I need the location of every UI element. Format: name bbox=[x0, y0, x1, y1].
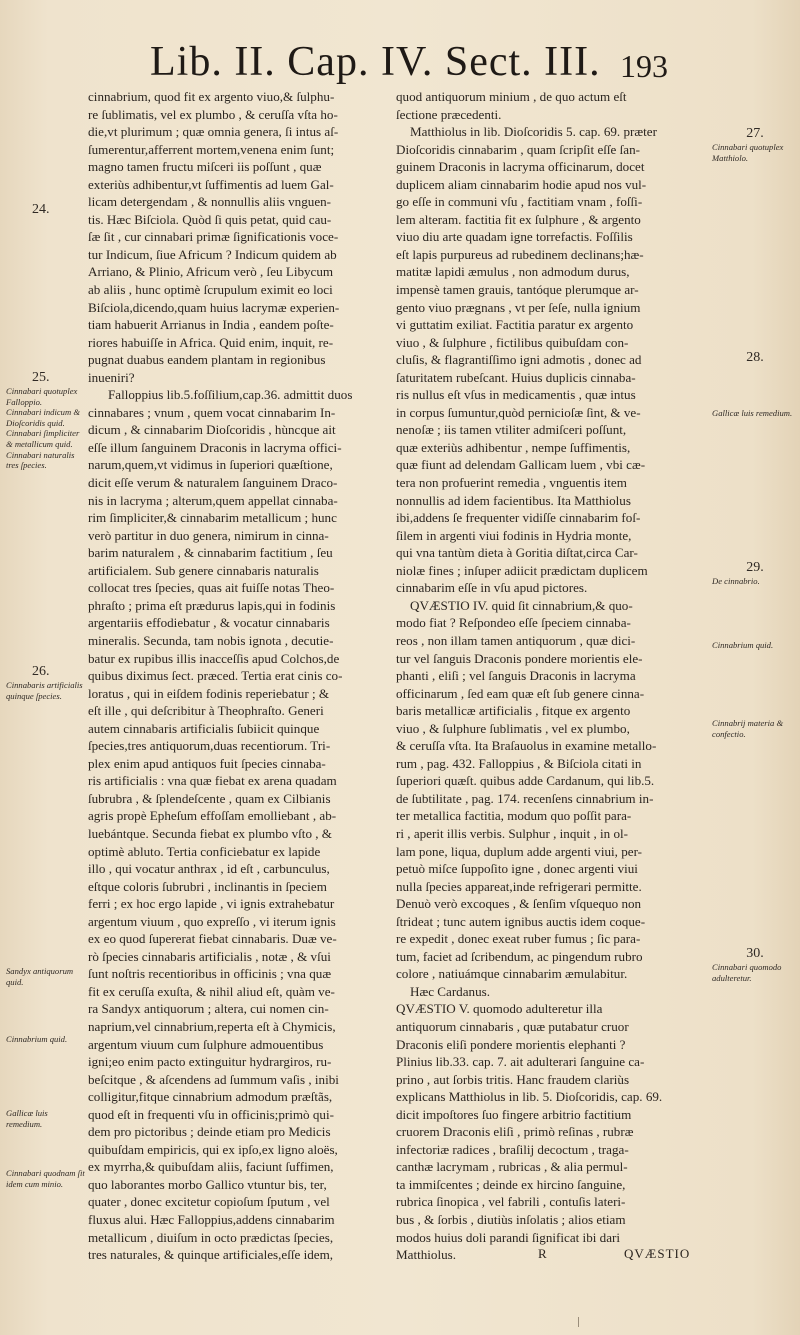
text-line: rò ſpecies cinnabaris artificialis , notæ , & vſui bbox=[88, 948, 331, 964]
margin-note: Cinnabari quotuplex Matthiolo. bbox=[712, 142, 784, 163]
text-line: eſt lapis purpureus ad rubedinem declinans;hæ- bbox=[396, 246, 644, 262]
text-line: eſt ille , qui deſcribitur à Theophraſto. Generi bbox=[88, 703, 324, 719]
note-number-26: 26. bbox=[32, 664, 50, 679]
text-line: quæ fiunt ad delendam Gallicam luem , vbi cæ- bbox=[396, 457, 646, 473]
text-line: eſtque coloris ſubrubri , inclinantis in ſpeciem bbox=[88, 878, 327, 894]
text-line: re ſublimatis, vel ex plumbo , & ceruſſa vſta ho- bbox=[88, 106, 338, 122]
text-line: metallicum , diuiſum in octo prædictas ſpecies, bbox=[88, 1229, 334, 1245]
text-line: autem cinnabaris artificialis ſubiicit quinque bbox=[88, 720, 320, 736]
text-line: petuò miſce ſuppoſito igne , donec argenti viui bbox=[396, 861, 638, 877]
signature-mark: R bbox=[538, 1246, 547, 1261]
text-line: Plinius lib.33. cap. 7. ait adulterari ſanguine ca- bbox=[396, 1054, 645, 1070]
text-line: tres naturales, & quinque artificiales,eſſe idem, bbox=[88, 1247, 334, 1263]
text-line: infectoriæ radices , braſilij decoctum , traga- bbox=[396, 1141, 629, 1157]
text-line: Biſciola,dicendo,quam huius lacrymæ experien- bbox=[88, 299, 340, 315]
text-line: modos huius doli parandi ſignificat ibi dari bbox=[396, 1229, 621, 1245]
text-line: ab aliis , hunc optimè ſcrupulum eximit eo loci bbox=[88, 282, 333, 298]
text-line: niolæ fines ; inſuper adiicit prædictam duplicem bbox=[396, 562, 648, 578]
text-line: naprium,vel cinnabrium,reperta eſt à Chymicis, bbox=[88, 1018, 336, 1034]
text-line: ibi,addens ſe frequenter vidiſſe cinnabarim foſ- bbox=[396, 510, 641, 526]
text-line: in corpus ſumuntur,quòd pernicioſæ ſint, & ve- bbox=[396, 404, 641, 420]
text-line: tur vel ſanguis Draconis pondere morientis ele- bbox=[396, 650, 643, 666]
text-line: Arriano, & Plinio, Africum verò , ſeu Libycum bbox=[88, 264, 334, 280]
text-line: ex myrrha,& quibuſdam aliis, faciunt ſuffimen, bbox=[88, 1159, 334, 1175]
text-line: reos , non illam tamen antiquorum , quæ dici- bbox=[396, 632, 636, 648]
text-line: fluxus alui. Hæc Falloppius,addens cinnabarim bbox=[88, 1212, 335, 1227]
text-line: ta immiſcentes ; deinde ex hircino ſanguine, bbox=[396, 1176, 626, 1192]
margin-note-group-26 bbox=[6, 664, 86, 701]
text-line: eſſe illum ſanguinem Draconis in lacryma offici- bbox=[88, 439, 342, 455]
text-line: Matthiolus. bbox=[396, 1247, 457, 1263]
text-line: modo fiat ? Reſpondeo eſſe ſpeciem cinnaba- bbox=[396, 615, 631, 631]
text-line: nis in lacryma ; alterum,quem appellat cinnaba- bbox=[88, 492, 338, 508]
note-number-30: 30. bbox=[746, 946, 764, 961]
text-line: narum,quem,vt vidimus in ſuperiori quæſtione, bbox=[88, 457, 333, 473]
text-line: illo , qui vocatur anthrax , id eſt , carbunculus, bbox=[88, 861, 330, 877]
margin-note: Gallicæ luis remedium. bbox=[712, 408, 793, 418]
text-line: ra Sandyx antiquorum ; altera, cui nomen cin- bbox=[88, 1001, 329, 1017]
text-line: artificialem. Sub genere cinnabaris naturalis bbox=[88, 562, 319, 578]
text-line: phraſto ; prima eſt prædurus lapis,qui in fodinis bbox=[88, 597, 336, 613]
margin-note-group-27 bbox=[712, 126, 798, 163]
text-line: tiam habuerit Arrianus in India , eandem poſte- bbox=[88, 317, 334, 333]
text-line: ter metallica factitia, modum quo poſſit para- bbox=[396, 808, 632, 824]
text-line: ſubrubra , & ſplendeſcente , quam ex Cilbianis bbox=[88, 790, 331, 806]
margin-note-group-28 bbox=[712, 350, 798, 366]
text-line: ris artificialis : vna quæ fiebat ex arena quadam bbox=[88, 773, 337, 789]
running-header: Lib. II. Cap. IV. Sect. III. bbox=[150, 39, 601, 85]
margin-note-group-30 bbox=[712, 946, 798, 983]
text-line: lem alteram. factitia fit ex ſulphure , & argento bbox=[396, 211, 641, 227]
text-line: ri , aperit illis verbis. Sulphur , inquit , in ol- bbox=[396, 825, 629, 841]
text-line: gento viuo prægnans , vt per ſeſe, nulla ignium bbox=[396, 299, 641, 315]
margin-note: Cinnabari quotuplex Falloppio. bbox=[6, 386, 78, 407]
text-line: de ſubtilitate , pag. 174. recenſens cinnabrium in- bbox=[396, 790, 654, 806]
text-line: igni;eo enim pacto extinguitur hydrargiros, ru- bbox=[88, 1054, 332, 1070]
text-line: duplicem aliam cinnabarim hodie apud nos vul- bbox=[396, 176, 647, 192]
text-line: quo laborantes morbo Gallico vtuntur bis, ter, bbox=[88, 1176, 327, 1192]
text-line: viuo diu arte quadam igne torrefactis. Foſſilis bbox=[396, 229, 633, 245]
margin-note-group-25 bbox=[6, 370, 86, 471]
margin-note: Cinnabari naturalis tres ſpecies. bbox=[6, 449, 75, 471]
text-line: batur ex rupibus illis inacceſſis apud Colchos,de bbox=[88, 650, 340, 666]
text-line: cluſis, & flagrantiſſimo igni admotis , donec ad bbox=[396, 352, 642, 368]
text-line: beſcitque , & aſcendens ad ſummum vaſis , inibi bbox=[88, 1071, 339, 1087]
text-line: dem pro pictoribus ; deinde etiam pro Medicis bbox=[88, 1124, 331, 1140]
text-line: colligitur,fitque cinnabrium admodum præſtãs, bbox=[88, 1089, 333, 1105]
text-line: loratus , qui in eiſdem fodinis reperiebatur ; & bbox=[88, 685, 330, 701]
text-line: tis. Hæc Biſciola. Quòd ſi quis petat, quid cau- bbox=[88, 211, 332, 227]
text-line: Matthiolus in lib. Dioſcoridis 5. cap. 69. præter bbox=[410, 124, 657, 140]
text-line: go eſſe in communi vſu , factitiam vnam , foſſi- bbox=[396, 194, 643, 210]
text-line: ris nullus eſt vſus in medicamentis , quæ intus bbox=[396, 387, 636, 403]
text-line: QVÆSTIO V. quomodo adulteretur illa bbox=[396, 1001, 603, 1017]
text-line: canthæ lacrymam , rubricas , & alia permul- bbox=[396, 1159, 628, 1175]
text-line: Hæc Cardanus. bbox=[410, 983, 491, 999]
text-line: bus , & ſorbis , diutiùs inſolatis ; alios etiam bbox=[396, 1212, 626, 1227]
text-line: officinarum , ſed eam quæ eſt ſub genere cinna- bbox=[396, 685, 645, 701]
catchword: QVÆSTIO bbox=[624, 1246, 691, 1261]
text-line: fit ex ceruſſa exuſta, & nihil aliud eſt, quàm ve- bbox=[88, 983, 335, 999]
text-line: ſuperiori quæſt. quibus adde Cardanum, qui lib.5. bbox=[396, 773, 655, 789]
text-line: re expedit , donec exeat ruber fumus ; ſic para- bbox=[396, 931, 641, 947]
text-line: magno tamen fructu miſceri iis poſſunt , quæ bbox=[88, 159, 322, 175]
text-line: argentum viuum cum ſulphure admouentibus bbox=[88, 1036, 324, 1052]
text-line: colore , natiuámque cinnabarim æmulabitur. bbox=[396, 966, 628, 982]
text-line: antiquorum cinnabaris , quæ putabatur cruor bbox=[396, 1018, 629, 1034]
page-tick bbox=[578, 1317, 583, 1327]
text-line: exteriùs adhibentur,vt ſuffimentis ad luem Gal- bbox=[88, 176, 334, 192]
text-line: ex eo quod ſupererat fiebat cinnabaris. Duæ ve- bbox=[88, 931, 337, 947]
note-number-29: 29. bbox=[746, 560, 764, 575]
text-line: dicit eſſe verum & naturalem ſanguinem Draco- bbox=[88, 475, 338, 491]
text-line: rubrica ſinopica , vel fabrili , contuſis lateri- bbox=[396, 1194, 626, 1210]
text-line: Denuò verò excoques , & ſenſim vſquequo non bbox=[396, 896, 642, 912]
text-line: agris propè Epheſum effoſſam emolliebant , ab- bbox=[88, 808, 337, 824]
text-line: quod antiquorum minium , de quo actum eſt bbox=[396, 89, 627, 104]
text-line: quæ exteriùs adhibentur , nempe ſuffimentis, bbox=[396, 439, 631, 455]
text-line: ſpecies,tres antiquorum,duas recentiorum. Tri- bbox=[88, 738, 331, 754]
text-line: QVÆSTIO IV. quid ſit cinnabrium,& quo- bbox=[410, 597, 633, 613]
text-line: & ceruſſa vſta. Ita Braſauolus in examine metallo- bbox=[396, 738, 657, 754]
text-line: guinem Draconis in lacryma officinarum, docet bbox=[396, 159, 645, 175]
text-line: viuo , & ſulphure , fictilibus quibuſdam con- bbox=[396, 334, 629, 350]
text-line: nonnullis ad idem facientibus. Ita Matthiolus bbox=[396, 492, 631, 508]
margin-note: Cinnabrium quid. bbox=[712, 640, 774, 650]
text-line: cinnabarim eſſe in vſu apud pictores. bbox=[396, 580, 588, 596]
text-line: quod eſt in frequenti vſu in officinis;primò qui- bbox=[88, 1106, 334, 1122]
text-line: Dioſcoridis cinnabarim , quam ſcripſit eſſe ſan- bbox=[396, 141, 640, 157]
text-line: phanti , eliſi ; vel ſanguis Draconis in lacryma bbox=[396, 668, 636, 684]
margin-note-group-29 bbox=[712, 560, 798, 587]
margin-note: Sandyx antiquorum quid. bbox=[6, 966, 74, 987]
text-line: quibus diximus ſect. præced. Tertia erat cinis co- bbox=[88, 668, 343, 684]
text-line: impensè tamen grauis, tantóque plerumque ar- bbox=[396, 282, 639, 298]
text-line: qui vna tantùm dieta à Goritia diſtat,circa Car- bbox=[396, 545, 638, 561]
text-line: cinnabrium, quod fit ex argento viuo,& ſulphu- bbox=[88, 89, 335, 104]
right-text-column bbox=[396, 88, 702, 1264]
text-line: tur Indicum, ſiue Africum ? Indicum quidem ab bbox=[88, 246, 337, 262]
margin-note: Cinnabaris artificialis quinque ſpecies. bbox=[6, 680, 83, 701]
text-line: quibuſdam empiricis, qui ex ipſo,ex ligno aloës, bbox=[88, 1141, 338, 1157]
margin-note: Cinnabari quomodo adulteretur. bbox=[712, 962, 782, 983]
margin-note-number bbox=[6, 202, 86, 218]
margin-note: Cinnabari ſimpliciter & metallicum quid. bbox=[6, 428, 80, 449]
margin-note: Cinnabari quodnam ſit idem cum minio. bbox=[6, 1168, 85, 1189]
text-line: ſaturitatem rubeſcant. Huius duplicis cinnaba- bbox=[396, 369, 636, 385]
text-line: Draconis eliſi pondere morientis elephanti ? bbox=[396, 1036, 626, 1052]
text-line: rum , pag. 432. Falloppius , & Biſciola citati in bbox=[396, 755, 642, 771]
margin-note: Gallicæ luis remedium. bbox=[6, 1108, 48, 1129]
text-line: collocat tres ſpecies, quas ait fuiſſe notas Theo- bbox=[88, 580, 335, 596]
text-line: matitæ lapidi æmulus , non admodum durus, bbox=[396, 264, 630, 280]
text-line: verò partitur in duo genera, nimirum in cinna- bbox=[88, 527, 329, 543]
text-line: nenoſæ ; iis tamen vtiliter admiſceri poſſunt, bbox=[396, 422, 627, 438]
text-line: riores habuiſſe in Africa. Quid enim, inquit, re- bbox=[88, 334, 334, 350]
page-number: 193 bbox=[620, 48, 668, 84]
text-line: ſtrideat ; tunc autem ignibus auctis idem coque- bbox=[396, 913, 646, 929]
text-line: pugnat duabus eandem plantam in regionibus bbox=[88, 352, 326, 368]
text-line: lam pone, liqua, duplum adde argenti viui, per- bbox=[396, 843, 643, 859]
margin-note: De cinnabrio. bbox=[712, 576, 760, 586]
text-line: barim naturalem , & cinnabarim factitium , ſeu bbox=[88, 545, 333, 561]
note-number-25: 25. bbox=[32, 370, 50, 385]
text-line: ſectione præcedenti. bbox=[396, 106, 502, 122]
text-line: quater , donec excitetur copioſum ſputum , vel bbox=[88, 1194, 330, 1210]
text-line: tera non profuerint remedia , vnguentis item bbox=[396, 475, 627, 491]
text-line: viuo , & ſulphure ſublimatis , vel ex plumbo, bbox=[396, 720, 630, 736]
text-line: argentum viuum , quo expreſſo , vi iterum ignis bbox=[88, 913, 336, 929]
text-line: explicans Matthiolus in lib. 5. Dioſcoridis, cap. 69. bbox=[396, 1089, 663, 1105]
margin-note: Cinnabrij materia & confectio. bbox=[712, 718, 784, 739]
text-line: die,vt plurimum ; quæ omnia genera, ſi intus aſ- bbox=[88, 124, 339, 140]
note-number-28: 28. bbox=[746, 350, 764, 365]
text-line: ferri ; ex hoc ergo lapide , vi ignis extrahebatur bbox=[88, 896, 335, 912]
text-line: ſumerentur,afferrent mortem,venena enim ſunt; bbox=[88, 141, 335, 157]
text-line: ſunt noſtris recentioribus in officinis ; vna quæ bbox=[88, 966, 332, 982]
text-line: cinnabares ; vnum , quem vocat cinnabarim In- bbox=[88, 404, 336, 420]
margin-note: Cinnabari indicum & Dioſcoridis quid. bbox=[6, 407, 81, 428]
text-line: Falloppius lib.5.foſſilium,cap.36. admittit duos bbox=[108, 387, 353, 403]
text-line: ſæ ſit , cur cinnabari primæ ſignificationis voce- bbox=[88, 229, 339, 245]
note-number-27: 27. bbox=[746, 126, 764, 141]
text-line: cruorem Draconis eliſi , primò reſinas , rubræ bbox=[396, 1124, 634, 1140]
text-line: dicit impoſtores ſuo fingere arbitrio factitium bbox=[396, 1106, 632, 1122]
text-line: prino , aut ſorbis tritis. Hanc fraudem clariùs bbox=[396, 1071, 630, 1087]
text-line: mineralis. Secunda, tam nobis ignota , decutie- bbox=[88, 632, 334, 648]
text-line: rim ſimpliciter,& cinnabarim metallicum ; hunc bbox=[88, 510, 337, 526]
text-line: ſilem in argenti viui fodinis in Hydria monte, bbox=[396, 527, 632, 543]
text-line: tum, faciet ad ſcribendum, ac pingendum rubro bbox=[396, 948, 643, 964]
text-line: licam detergendam , & nonnullis aliis vnguen- bbox=[88, 194, 332, 210]
text-line: plex enim apud antiquos fuit ſpecies cinnaba- bbox=[88, 755, 326, 771]
text-line: nulla ſpecies appareat,inde refrigerari permitte. bbox=[396, 878, 642, 894]
text-line: inueniri? bbox=[88, 369, 135, 385]
left-text-column bbox=[88, 88, 386, 1264]
text-line: baris metallicæ artificialis , fitque ex argento bbox=[396, 703, 631, 719]
text-line: dicum , & cinnabarim Dioſcoridis , hùncque ait bbox=[88, 422, 336, 438]
text-line: luebántque. Secunda fiebat ex plumbo vſto , & bbox=[88, 825, 332, 841]
note-number-24: 24. bbox=[32, 202, 50, 217]
text-line: vi guttatim exiliat. Factitia paratur ex argento bbox=[396, 317, 634, 333]
text-line: optimè abluto. Tertia conficiebatur ex lapide bbox=[88, 843, 321, 859]
margin-note: Cinnabrium quid. bbox=[6, 1034, 68, 1044]
text-line: argentariis effodiebatur , & vocatur cinnabaris bbox=[88, 615, 330, 631]
